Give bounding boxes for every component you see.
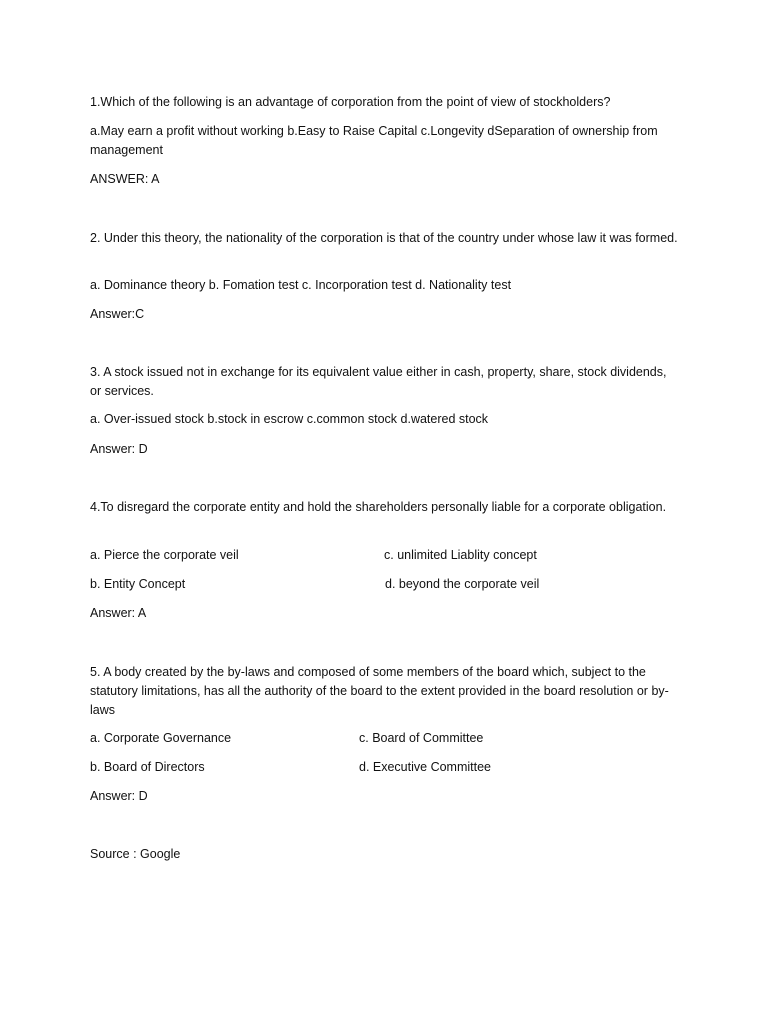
question-2-answer: Answer:C: [90, 307, 145, 321]
question-1-text: 1.Which of the following is an advantage of corporation from the point of view of stockholders?: [90, 95, 611, 109]
question-1-answer: ANSWER: A: [90, 172, 160, 186]
source-note: Source : Google: [90, 847, 181, 861]
question-3-answer: Answer: D: [90, 442, 148, 456]
question-4-text: 4.To disregard the corporate entity and hold the shareholders personally liable for a corporate obligation.: [90, 500, 667, 514]
question-4-choice-d: d. beyond the corporate veil: [385, 577, 540, 591]
question-4-choice-a: a. Pierce the corporate veil: [90, 548, 239, 562]
question-3-text: 3. A stock issued not in exchange for its equivalent value either in cash, property, share, stock dividends, or services.: [90, 365, 667, 398]
question-5-choice-c: c. Board of Committee: [359, 731, 484, 745]
question-3-choices: a. Over-issued stock b.stock in escrow c.common stock d.watered stock: [90, 412, 489, 426]
question-2-choices: a. Dominance theory b. Fomation test c. Incorporation test d. Nationality test: [90, 278, 512, 292]
question-5-choice-d: d. Executive Committee: [359, 760, 491, 774]
question-1-choices: a.May earn a profit without working b.Easy to Raise Capital c.Longevity dSeparation of ownership from management: [90, 124, 658, 157]
question-2-text: 2. Under this theory, the nationality of the corporation is that of the country under whose law it was formed.: [90, 231, 678, 245]
question-5-choice-a: a. Corporate Governance: [90, 731, 232, 745]
question-4-choice-c: c. unlimited Liablity concept: [384, 548, 537, 562]
question-5-text: 5. A body created by the by-laws and composed of some members of the board which, subject to the statutory limitations, has all the authority of the board to the extent provided in the board resolution or by-laws: [90, 665, 669, 717]
question-5-choice-b: b. Board of Directors: [90, 760, 205, 774]
question-4-choice-b: b. Entity Concept: [90, 577, 186, 591]
question-4-answer: Answer: A: [90, 606, 147, 620]
question-5-answer: Answer: D: [90, 789, 148, 803]
